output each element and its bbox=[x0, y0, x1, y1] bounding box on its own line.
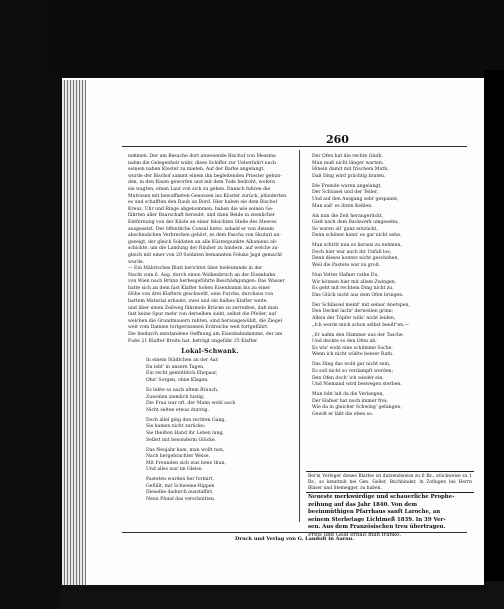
footer-rule bbox=[122, 532, 467, 533]
verse-line: Es geht mit rechtem Ding nicht zu, bbox=[312, 286, 394, 292]
text-line: ausgesetzt. Der öffentliche Consul hatte, sobald er von diesem bbox=[128, 226, 274, 232]
ad-line: zeihung auf das Jahr 1840. Von dem bbox=[308, 501, 418, 508]
news-paragraph-messina bbox=[128, 154, 292, 266]
poem-stanza bbox=[306, 154, 474, 180]
verse-line: Man saß' es ihren Kehlen. bbox=[312, 203, 373, 209]
verse-line: Man lobt laß da die Verlangen, bbox=[312, 392, 384, 398]
poem-stanza bbox=[306, 392, 474, 418]
verse-line: Und Niemand wird beswegen sterben. bbox=[312, 382, 402, 388]
verse-line: Das Neujahr kam, man wollt nun, bbox=[146, 447, 225, 453]
text-line: wurde der Bischof sammt einem ihn begleitenden Priester gebun- bbox=[128, 173, 282, 179]
verse-line: Gieß nach dem Backwerk umgesehn; bbox=[312, 220, 399, 226]
poem-stanza bbox=[306, 184, 474, 210]
verse-line: Doch allel ging den rechten Gang, bbox=[146, 417, 226, 423]
verse-line: Der Schlüssel meint' mit seiner Anetspen, bbox=[312, 302, 410, 308]
verse-line: Neun Pfund das verschnitten. bbox=[146, 497, 216, 503]
text-line: gleich mit einer von 20 Soldaten bemannten Feluke Jagd gemacht bbox=[128, 252, 283, 258]
verse-line: „Er nahm den Hammer aus der Tasche, bbox=[312, 332, 405, 338]
verse-line: Wie da in gleicher Schwing' gefangen, bbox=[312, 405, 402, 411]
text-line: Entfernung von der Küste an einer felsichten Stelle des Meeres bbox=[128, 219, 277, 225]
text-line: nehmen. Der am Besuche dort anwesende Bischof von Messina bbox=[128, 154, 276, 159]
ad-rule-middle bbox=[306, 492, 474, 493]
verse-line: In einem Städtchen an der Aar, bbox=[146, 358, 219, 364]
verse-line: Es soll nicht so verdampft werden; bbox=[312, 368, 394, 374]
verse-line: Es lebte so nach altem Brauch, bbox=[146, 387, 219, 393]
verse-line: Die Frau war oft, der Mann wohl auch bbox=[146, 401, 236, 407]
text-line: Höhe von drei Klaftern geschwellt, eine Furche, durchaus von bbox=[128, 292, 274, 298]
verse-line: Es wis' wohl eine schlimme Sache, bbox=[312, 345, 393, 351]
header-rule bbox=[122, 146, 467, 147]
text-line: seinem nahen Kloster zu mieten. Auf der Barke angelangt, bbox=[128, 167, 265, 173]
verse-line: Der Ofen hat die rechte Gluth, bbox=[312, 154, 384, 159]
verse-line: Ohn' Sorgen, ohne Klagen. bbox=[146, 378, 209, 383]
text-line: schickte, um die Landung der Räuber zu hindern, auf welche zu- bbox=[128, 246, 280, 252]
verse-line: Da lebt' in unsern Tagen, bbox=[146, 364, 205, 370]
text-line: hatte sich an dem fast Klafter hohen Eisenbamm bis zu einer bbox=[128, 285, 271, 291]
verse-line: Man muß nicht länger warten: bbox=[312, 160, 384, 166]
scanner-margin-top bbox=[50, 0, 504, 78]
ad-line: Neueste merkwürdige und schauerliche Prophe- bbox=[308, 494, 455, 500]
verse-line: Der Hafner hat noch immer frei; bbox=[312, 398, 388, 404]
verse-line: Und alles war im Gleise. bbox=[146, 467, 203, 473]
text-line: welchen die Grundmauern ruhten, sind herausgewühlt, die Ziegel bbox=[128, 318, 282, 324]
verse-line: Doch hier war auch ihr Unfall los; bbox=[312, 249, 392, 255]
newspaper-page bbox=[86, 80, 484, 585]
verse-line: Nicht selten etwas durstig. bbox=[146, 407, 210, 413]
verse-line: Wenn ich nicht wüßte besser Rath. bbox=[312, 352, 394, 358]
text-line: sie wagten, einen Laut von sich zu geben. Danach fuhren die bbox=[128, 186, 271, 192]
verse-line: So waren all' ganz entzückt, bbox=[312, 226, 378, 232]
poem-stanza bbox=[146, 358, 292, 384]
verse-line: Als nun die Zeit herangerückt, bbox=[312, 213, 384, 219]
verse-line: Die Fremde waren angelangt, bbox=[312, 183, 382, 189]
verse-line: Hinein damit mit frischem Muth, bbox=[312, 167, 389, 173]
verse-line: Pasteten wurden her formirt, bbox=[146, 477, 215, 483]
verse-line: Das Ding das wohl gar nicht sein, bbox=[312, 362, 391, 368]
poem-stanza bbox=[306, 303, 474, 329]
verse-line: Und auf den Ausgang sehr gespannt; bbox=[312, 196, 399, 202]
text-line: nahm die Gelegenheit wahr, diese Schiffer zur Ueberfahrt nach bbox=[128, 160, 277, 166]
poem-stanza bbox=[146, 448, 292, 474]
ad-line: Preis und Geld erhält man franko. bbox=[308, 531, 402, 538]
text-line: gezeigt, der gleich Soldaten an alle Küstenpunkte Albaniens ab- bbox=[128, 239, 278, 245]
verse-line: Selbst mit besonderm Glücke. bbox=[146, 437, 217, 443]
verse-line: Denn schöner kann' es gar nicht sehn. bbox=[312, 233, 402, 239]
poem-stanza bbox=[306, 362, 474, 388]
verse-line: Ein recht gemüthlich Ehepaar, bbox=[146, 371, 218, 377]
verse-line: Nach hergebrachter Weise, bbox=[146, 454, 210, 460]
verse-line: Nun Vetter Hafner rathe Du, bbox=[312, 273, 379, 279]
text-line: Matrosen mit bewaffneten Genossen ins Kloster zurück, plünderten bbox=[128, 193, 287, 199]
verse-line: Das Glück nicht aus dem Ofen bringen. bbox=[312, 292, 404, 298]
page-stack-edges bbox=[62, 80, 86, 585]
verse-line: Allein der Töpfer wills' nicht leiden, bbox=[312, 316, 396, 322]
ad-line: sen. Aus dem Französischen treu übertragen. bbox=[308, 524, 446, 531]
poem-stanza bbox=[306, 243, 474, 269]
verse-line: Gewiß er läßt die eben so. bbox=[312, 411, 374, 417]
text-line: den, in den Raum geworfen und mit dem Tode bedroht, wofern bbox=[128, 180, 276, 186]
left-column bbox=[128, 154, 292, 507]
ad-rule-top bbox=[306, 471, 474, 472]
text-line: Fuße 21 Klafter Breite hat, beträgt ungefähr 25 Klafter. bbox=[128, 338, 259, 344]
verse-line: Den Ofen doch' ich wieder ein, bbox=[312, 375, 384, 381]
verse-line: Und deckte so den Ofen ab; bbox=[312, 339, 377, 345]
text-line: weit vom Damme fortgerissenen Erdreiche weit fortgeführt. bbox=[128, 325, 269, 331]
text-line: es und schafften den Raub an Bord. Hier haben sie dem Bischof bbox=[128, 200, 278, 206]
text-line: Kreuz, Uhr und Ringe abgenommen, haben die wie seinen Ge- bbox=[128, 206, 274, 212]
ad-line: beeinmüthigen Pfarrhaus sanft Laroche, an bbox=[308, 509, 441, 516]
imprint-line: Druck und Verlag von G. Landolt in Aarau. bbox=[235, 536, 354, 542]
scanner-margin-bottom bbox=[60, 581, 504, 609]
text-line: fast keine Spur mehr von derselben sieht, selbst die Pfeiler, auf bbox=[128, 312, 277, 318]
poem-stanza bbox=[146, 477, 292, 503]
verse-line: Man schritt nun es heraus zu nehmen, bbox=[312, 243, 402, 249]
poem-stanza bbox=[306, 214, 474, 240]
text-line: und über einen Zeilweg führende Brücke zu zerreißen, daß man bbox=[128, 305, 278, 311]
ad-publisher-notice: Bei'm Verleger dieses Blattes ist dutzendweise zu 6 Bz., stückweise zu 1 Bz., so kenntniß bei Gen. Geller, Buchbinder, in Zofingen bei Herrn Bläser und Stemegger, zu haben. bbox=[308, 474, 472, 492]
poem-stanza bbox=[306, 273, 474, 299]
poem-continuation bbox=[306, 154, 474, 419]
text-line: hartem Material erbaute, zwei und ein halbes Klafter weite, bbox=[128, 299, 268, 305]
verse-line: Gefüllt, mit Schweine-Rippen bbox=[146, 483, 215, 489]
verse-line: Wir können hier mit allem Zwingen, bbox=[312, 279, 397, 285]
text-line: wurde. bbox=[128, 259, 145, 265]
verse-line: „Ich werde mich schon selbst beeilt"en.— bbox=[312, 322, 410, 328]
poem-body bbox=[128, 358, 292, 503]
poem-stanza bbox=[306, 333, 474, 359]
verse-line: Der Schüssel und der Teller, bbox=[312, 190, 378, 196]
ad-line: seinem Sterbetage Lichtmeß 1839. In 39 Ver- bbox=[308, 516, 446, 523]
text-line: — Ein Mährisches Blatt berichtet über bedeutende in der bbox=[128, 266, 263, 272]
verse-line: Daß Ding wird prächtig braten. bbox=[312, 173, 386, 179]
book-spine-shadow bbox=[0, 0, 62, 609]
news-paragraph-railway bbox=[128, 266, 292, 345]
text-line: von Wien nach Brünn herbeigeführte Beschädigungen: Das Wasser bbox=[128, 279, 285, 285]
right-column bbox=[306, 154, 474, 422]
verse-line: Mit Freunden sich was bene thun, bbox=[146, 460, 226, 466]
verse-line: Den Deckel lacht' derweilen grinn; bbox=[312, 309, 394, 315]
verse-line: Sie kamen nicht zurücke; bbox=[146, 424, 206, 430]
text-line: abscheulichen Verbrechen gehört, es dem Pascha von Skutari an- bbox=[128, 233, 281, 239]
verse-line: Sie theilten Hand ihr Leben lang, bbox=[146, 430, 224, 436]
poem-heading: Lokal-Schwank. bbox=[181, 348, 239, 356]
scanner-margin-right bbox=[484, 70, 504, 609]
column-divider bbox=[299, 150, 300, 522]
verse-line: Zuweilen ziemlich lustig; bbox=[146, 394, 205, 400]
text-line: Die hiedurch entstandene Oeffnung am Eisenbahndamme, der am bbox=[128, 332, 283, 338]
text-line: Nacht vom 6. Aug. durch einen Wolkenbruch an der Eisenbahn bbox=[128, 272, 276, 278]
verse-line: Weil die Pastete war zu groß. bbox=[312, 263, 381, 269]
page-number: 260 bbox=[326, 133, 349, 146]
verse-line: Denn dieses konnte nicht geschehen, bbox=[312, 256, 399, 262]
verse-line: Dieselbe dadurch ausstaffirt, bbox=[146, 490, 214, 496]
text-line: fährten aller Baarschaft beraubt, und dann Beide in ziemlicher bbox=[128, 213, 275, 219]
poem-stanza bbox=[146, 388, 292, 414]
poem-stanza bbox=[146, 418, 292, 444]
